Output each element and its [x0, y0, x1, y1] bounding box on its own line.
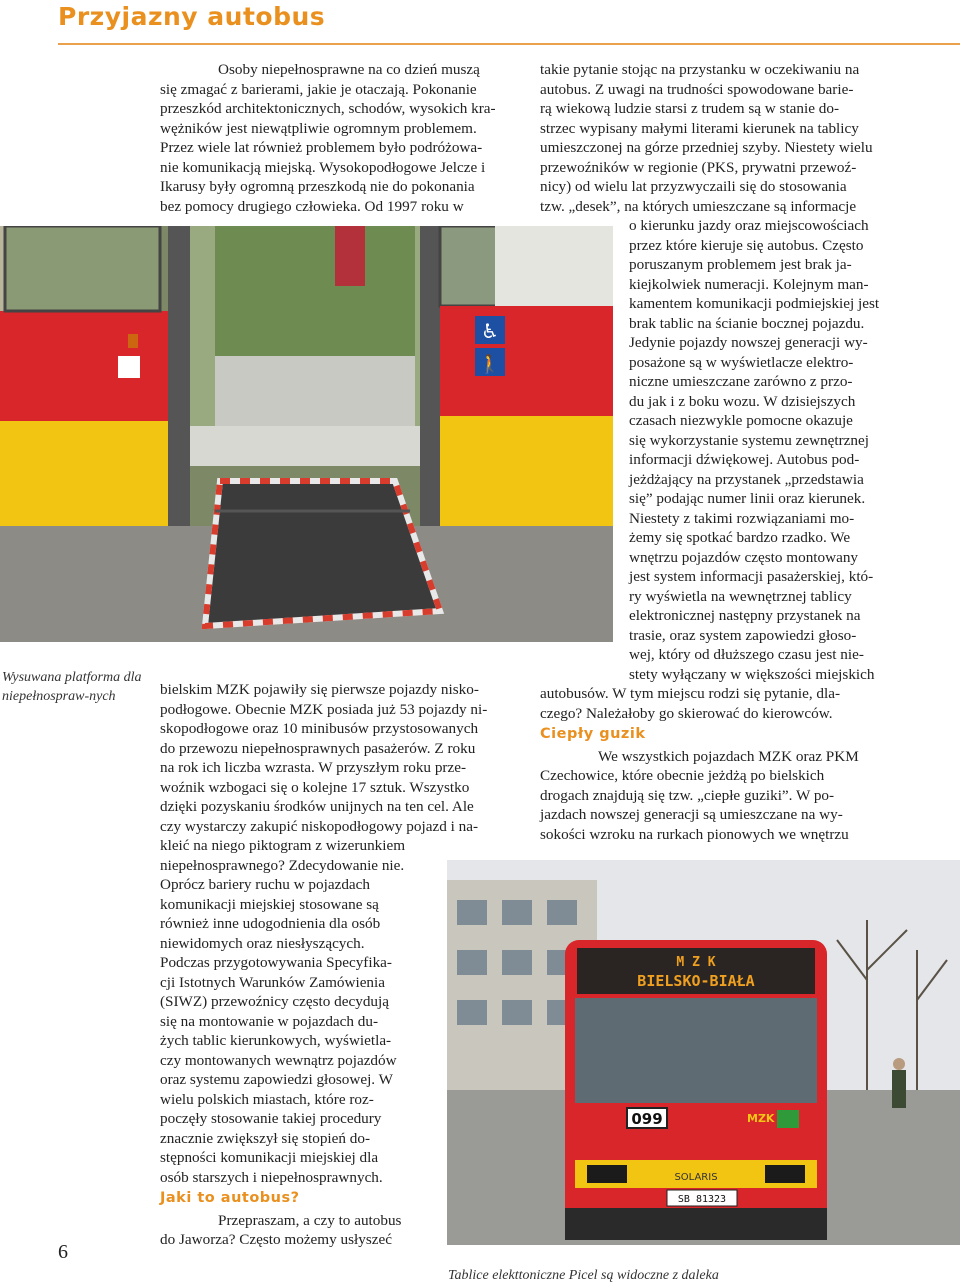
- text-line: We wszystkich pojazdach MZK oraz PKM: [598, 747, 859, 765]
- subheading-jaki-to-autobus: Jaki to autobus?: [160, 1190, 300, 1206]
- text-line: ry wyświetla na wewnętrznej tablicy: [629, 587, 852, 605]
- display-line-1: M Z K: [676, 955, 716, 970]
- right-column-lower: [540, 684, 902, 844]
- text-line: drogach znajdują się tzw. „ciepłe guziki”. W po-: [540, 786, 835, 804]
- text-line: się zmagać z barierami, jakie je otaczają. Pokonanie: [160, 80, 477, 98]
- text-line: umieszczonej na górze przedniej szyby. Niestety wielu: [540, 139, 873, 156]
- text-line: się” podając numer linii oraz kierunek.: [629, 490, 866, 507]
- text-line: informacji dźwiękowej. Autobus pod-: [629, 451, 860, 468]
- text-line: o kierunku jazdy oraz miejscowościach: [629, 217, 869, 234]
- text-line: skopodłogowe oraz 10 minibusów przystosowanych: [160, 720, 479, 737]
- text-line: bielskim MZK pojawiły się pierwsze pojazdy nisko-: [160, 681, 479, 698]
- text-line: posażone są w wyświetlacze elektro-: [629, 353, 854, 371]
- photo1-caption: Wysuwana platforma dla niepełnospraw-nych: [2, 670, 142, 704]
- subheading-cieply-guzik: Ciepły guzik: [540, 726, 646, 742]
- text-line: kiejkolwiek numeracji. Kolejnym man-: [629, 275, 869, 293]
- text-line: oraz systemu zapowiedzi głosowej. W: [160, 1071, 393, 1088]
- text-line: niczne umieszczane zarówno z przo-: [629, 373, 853, 390]
- svg-text:♿: ♿: [481, 319, 499, 343]
- text-line: Oprócz bariery ruchu w pojazdach: [160, 876, 370, 893]
- text-line: nicy) od wielu lat przyzwyczaili się do stosowania: [540, 178, 847, 195]
- right-column-narrow: [629, 216, 902, 684]
- text-line: niepełnosprawnego? Zdecydowanie nie.: [160, 856, 405, 874]
- text-line: Osoby niepełnosprawne na co dzień muszą: [218, 61, 480, 78]
- text-line: żemy się spotkać bardzo rzadko. We: [629, 529, 851, 546]
- wheelchair-ramp: [205, 481, 440, 626]
- svg-text:🚶: 🚶: [478, 354, 502, 375]
- text-line: Podczas przygotowywania Specyfika-: [160, 954, 392, 971]
- photo-bus-ramp: [0, 226, 613, 642]
- text-line: bez pomocy drugiego człowieka. Od 1997 roku w: [160, 197, 464, 215]
- text-line: strzec wypisany małymi literami kierunek na tablicy: [540, 119, 859, 137]
- text-line: poczęły stosowanie takiej procedury: [160, 1110, 382, 1127]
- text-line: czy montowanych wewnątrz pojazdów: [160, 1051, 397, 1069]
- text-line: niewidomych oraz niesłyszących.: [160, 934, 365, 952]
- text-line: poruszanym problemem jest brak ja-: [629, 256, 852, 273]
- left-column-narrow: [160, 856, 425, 1250]
- text-line: czasach niezwykle pomocne okazuje: [629, 412, 853, 429]
- bus-ramp-illustration: [0, 226, 613, 642]
- text-line: osób starszych i niepełnosprawnych.: [160, 1168, 383, 1186]
- left-column-middle: [160, 680, 522, 856]
- text-line: woźnik wzbogaci się o kolejne 17 sztuk. Wszystko: [160, 778, 470, 796]
- bus-body-yellow-right: [440, 416, 613, 526]
- text-line: kamentem komunikacji podmiejskiej jest: [629, 295, 880, 312]
- text-line: takie pytanie stojąc na przystanku w oczekiwaniu na: [540, 61, 860, 78]
- bus-body-red-right: [440, 306, 613, 416]
- text-line: rą wiekową ludzie starsi z trudem są w stanie do-: [540, 100, 840, 117]
- text-line: wężników jest niewątpliwie ogromnym problemem.: [160, 119, 477, 137]
- display-line-2: BIELSKO-BIAŁA: [637, 972, 755, 990]
- bus-body-yellow-left: [0, 421, 168, 531]
- text-line: (SIWZ) przewoźnicy często decydują: [160, 993, 389, 1010]
- text-line: jazdach nowszej generacji są umieszczane na wy-: [540, 806, 843, 823]
- page-number: 6: [58, 1241, 68, 1263]
- text-line: stępności komunikacji miejskiej dla: [160, 1149, 379, 1166]
- text-line: Czechowice, które obecnie jeżdżą po bielskich: [540, 767, 825, 784]
- text-line: sokości wzroku na rurkach pionowych we wnętrzu: [540, 825, 849, 843]
- right-column-intro: [540, 60, 902, 216]
- text-line: Przez wiele lat również problemem było podróżowa-: [160, 139, 483, 156]
- text-line: du jak i z boku wozu. W dzisiejszych: [629, 392, 856, 410]
- text-line: nie komunikacją miejską. Wysokopodłogowe Jelcze i: [160, 158, 486, 176]
- text-line: do Jaworza? Często możemy usłyszeć: [160, 1231, 392, 1248]
- text-line: tzw. „desek”, na których umieszczane są informacje: [540, 197, 857, 215]
- city-logo-icon: [777, 1110, 799, 1128]
- text-line: również inne udogodnienia dla osób: [160, 915, 381, 932]
- text-line: elektronicznej następny przystanek na: [629, 607, 861, 624]
- text-line: czy wystarczy zakupić niskopodłogowy pojazd i na-: [160, 817, 478, 835]
- text-line: autobus. Z uwagi na trudności spowodowane barie-: [540, 80, 854, 98]
- text-line: na rok ich liczba wzrasta. W przyszłym roku prze-: [160, 759, 467, 776]
- text-line: brak tablic na ścianie bocznej pojazdu.: [629, 314, 865, 332]
- text-line: znacznie zwiększył się stopień do-: [160, 1129, 371, 1147]
- text-line: autobusów. W tym miejscu rodzi się pytanie, dla-: [540, 685, 841, 702]
- text-line: przewoźników w regionie (PKS, prywatni przewoź-: [540, 158, 857, 176]
- text-line: podłogowe. Obecnie MZK posiada już 53 pojazdy ni-: [160, 700, 488, 718]
- text-line: Przepraszam, a czy to autobus: [218, 1211, 402, 1229]
- photo-bus-front: [447, 860, 960, 1245]
- text-line: do przewozu niepełnosprawnych pasażerów. Z roku: [160, 739, 476, 757]
- page-title: Przyjazny autobus: [58, 2, 326, 31]
- text-line: Jedynie pojazdy nowszej generacji wy-: [629, 334, 868, 351]
- text-line: jest system informacji pasażerskiej, któ-: [629, 568, 874, 585]
- text-line: żych tablic kierunkowych, wyświetla-: [160, 1032, 392, 1049]
- brand-badge: SOLARIS: [674, 1172, 718, 1183]
- text-line: się na montowanie w pojazdach du-: [160, 1012, 379, 1030]
- text-line: wielu polskich miastach, które roz-: [160, 1090, 374, 1108]
- text-line: kleić na niego piktogram z wizerunkiem: [160, 837, 406, 854]
- text-line: jeżdżający na przystanek „przedstawia: [629, 470, 864, 488]
- license-plate: SB 81323: [677, 1194, 727, 1205]
- text-line: wej, który od dłuższego czasu jest nie-: [629, 646, 864, 663]
- title-rule: [58, 43, 960, 45]
- text-line: Ikarusy były ogromną przeszkodą nie do pokonania: [160, 178, 475, 195]
- photo2-caption: Tablice elekttoniczne Picel są widoczne z daleka: [448, 1268, 719, 1283]
- text-line: trasie, oraz system zapowiedzi głoso-: [629, 626, 857, 644]
- text-line: cji Istotnych Warunków Zamówienia: [160, 973, 385, 991]
- windshield: [575, 998, 817, 1103]
- text-line: czego? Należałoby go skierować do kierowców.: [540, 704, 833, 722]
- bus-body-red-left: [0, 311, 168, 421]
- bus-front-illustration: [447, 860, 960, 1245]
- text-line: przez które kieruje się autobus. Często: [629, 236, 864, 254]
- left-column-intro: [160, 60, 522, 216]
- text-line: stety wyłączany w większości miejskich: [629, 665, 875, 683]
- operator-logo: MZK: [747, 1112, 775, 1125]
- text-line: przeszkód architektonicznych, schodów, wysokich kra-: [160, 100, 496, 117]
- text-line: Niestety z takimi rozwiązaniami mo-: [629, 509, 855, 527]
- text-line: wnętrzu pojazdów często montowany: [629, 548, 859, 566]
- text-line: dzięki pozyskaniu środków unijnych na ten cel. Ale: [160, 798, 474, 815]
- text-line: komunikacji miejskiej stosowane są: [160, 895, 379, 913]
- route-number: 099: [631, 1110, 663, 1128]
- text-line: się wykorzystanie systemu zewnętrznej: [629, 431, 869, 449]
